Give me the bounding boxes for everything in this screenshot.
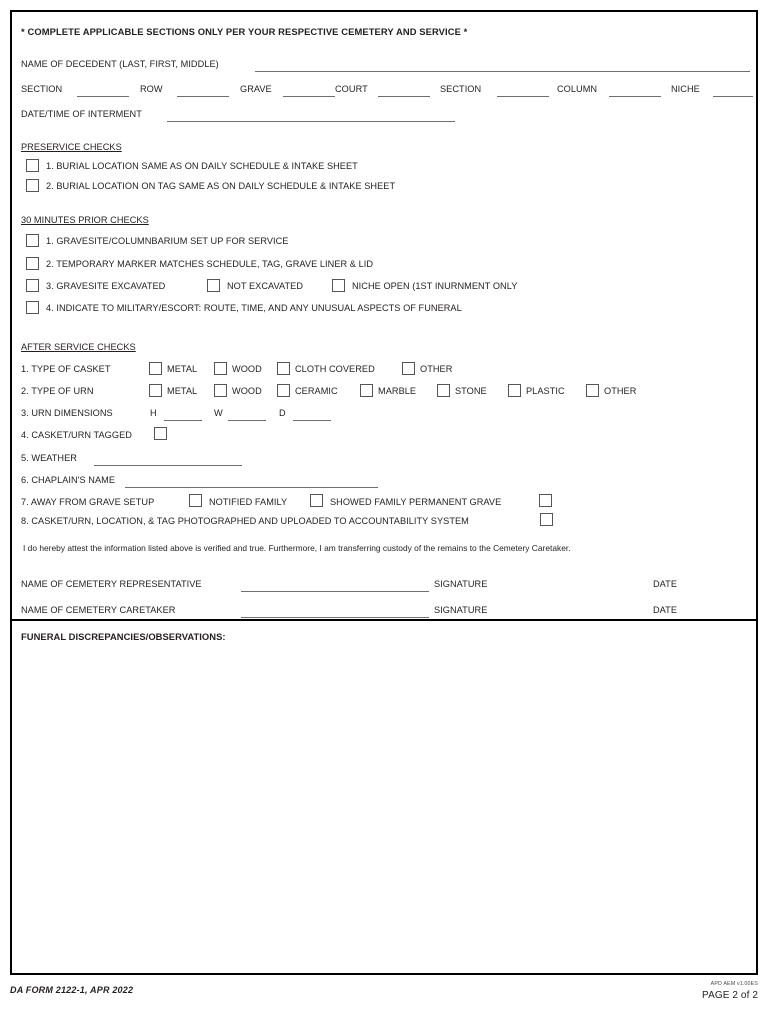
urn-label-metal: METAL — [167, 386, 198, 396]
urn-checkbox-other[interactable] — [586, 384, 599, 397]
location-label-section-1: SECTION — [21, 84, 63, 94]
photographed-uploaded-label: 8. CASKET/URN, LOCATION, & TAG PHOTOGRAPHED AND UPLOADED TO ACCOUNTABILITY SYSTEM — [21, 516, 469, 526]
cemetery-caretaker-name-input[interactable] — [241, 617, 429, 618]
location-label-court: COURT — [335, 84, 368, 94]
chaplain-name-label: 6. CHAPLAIN'S NAME — [21, 475, 116, 485]
thirty-minutes-label-2: 2. TEMPORARY MARKER MATCHES SCHEDULE, TAG, GRAVE LINER & LID — [46, 259, 374, 269]
cemetery-representative-signature-label: SIGNATURE — [434, 579, 488, 589]
urn-label-ceramic: CERAMIC — [295, 386, 338, 396]
away-from-grave-label: 7. AWAY FROM GRAVE SETUP — [21, 497, 155, 507]
urn-checkbox-metal[interactable] — [149, 384, 162, 397]
location-input-row[interactable] — [177, 96, 229, 97]
casket-urn-tagged-label: 4. CASKET/URN TAGGED — [21, 430, 132, 440]
location-label-row: ROW — [140, 84, 163, 94]
thirty-minutes-checkbox-1[interactable] — [26, 234, 39, 247]
location-label-section-2: SECTION — [440, 84, 482, 94]
thirty-minutes-checkbox-4[interactable] — [26, 301, 39, 314]
urn-type-label: 2. TYPE OF URN — [21, 386, 94, 396]
funeral-discrepancies-heading: FUNERAL DISCREPANCIES/OBSERVATIONS: — [21, 631, 226, 642]
location-input-section-2[interactable] — [497, 96, 549, 97]
urn-label-wood: WOOD — [232, 386, 262, 396]
location-label-grave: GRAVE — [240, 84, 272, 94]
cemetery-caretaker-date-label: DATE — [653, 605, 678, 615]
photographed-uploaded-checkbox[interactable] — [540, 513, 553, 526]
funeral-discrepancies-input[interactable] — [21, 649, 750, 967]
cemetery-caretaker-name-label: NAME OF CEMETERY CARETAKER — [21, 605, 176, 615]
urn-checkbox-wood[interactable] — [214, 384, 227, 397]
casket-label-other: OTHER — [420, 364, 453, 374]
decedent-name-label: NAME OF DECEDENT (LAST, FIRST, MIDDLE) — [21, 59, 219, 69]
urn-checkbox-stone[interactable] — [437, 384, 450, 397]
urn-dimensions-h-input[interactable] — [164, 420, 202, 421]
weather-input[interactable] — [94, 465, 242, 466]
cemetery-caretaker-signature-label: SIGNATURE — [434, 605, 488, 615]
casket-label-metal: METAL — [167, 364, 198, 374]
preservice-label-2: 2. BURIAL LOCATION ON TAG SAME AS ON DAILY SCHEDULE & INTAKE SHEET — [46, 181, 396, 191]
thirty-minutes-heading: 30 MINUTES PRIOR CHECKS — [21, 215, 149, 225]
funeral-discrepancies-section — [12, 621, 756, 973]
form-frame — [10, 10, 758, 975]
location-input-niche[interactable] — [713, 96, 753, 97]
casket-checkbox-wood[interactable] — [214, 362, 227, 375]
thirty-minutes-label-niche-open: NICHE OPEN (1ST INURNMENT ONLY — [352, 281, 518, 291]
interment-datetime-label: DATE/TIME OF INTERMENT — [21, 109, 142, 119]
casket-checkbox-metal[interactable] — [149, 362, 162, 375]
location-label-niche: NICHE — [671, 84, 700, 94]
urn-dimensions-w-input[interactable] — [228, 420, 266, 421]
decedent-name-input[interactable] — [255, 71, 750, 72]
notified-family-label: NOTIFIED FAMILY — [209, 497, 288, 507]
urn-dimensions-d-label: D — [279, 408, 286, 418]
urn-checkbox-plastic[interactable] — [508, 384, 521, 397]
attestation-text: I do hereby attest the information listed above is verified and true. Furthermore, I am transferring custody of the remains to the Cemetery Caretaker. — [23, 543, 571, 553]
location-input-court[interactable] — [378, 96, 430, 97]
urn-dimensions-d-input[interactable] — [293, 420, 331, 421]
preservice-checkbox-1[interactable] — [26, 159, 39, 172]
casket-urn-tagged-checkbox[interactable] — [154, 427, 167, 440]
location-input-section-1[interactable] — [77, 96, 129, 97]
cemetery-representative-name-label: NAME OF CEMETERY REPRESENTATIVE — [21, 579, 202, 589]
showed-family-permanent-grave-checkbox[interactable] — [539, 494, 552, 507]
thirty-minutes-checkbox-2[interactable] — [26, 257, 39, 270]
weather-label: 5. WEATHER — [21, 453, 77, 463]
urn-dimensions-w-label: W — [214, 408, 223, 418]
chaplain-name-input[interactable] — [125, 487, 378, 488]
location-label-column: COLUMN — [557, 84, 598, 94]
urn-checkbox-marble[interactable] — [360, 384, 373, 397]
apd-version: APD AEM v1.00ES — [710, 981, 758, 987]
casket-checkbox-other[interactable] — [402, 362, 415, 375]
urn-label-other: OTHER — [604, 386, 637, 396]
preservice-label-1: 1. BURIAL LOCATION SAME AS ON DAILY SCHEDULE & INTAKE SHEET — [46, 161, 358, 171]
showed-family-permanent-grave-label: SHOWED FAMILY PERMANENT GRAVE — [330, 497, 502, 507]
thirty-minutes-label-3: 3. GRAVESITE EXCAVATED — [46, 281, 166, 291]
urn-label-plastic: PLASTIC — [526, 386, 565, 396]
page-title: * COMPLETE APPLICABLE SECTIONS ONLY PER YOUR RESPECTIVE CEMETERY AND SERVICE * — [21, 26, 468, 37]
urn-dimensions-label: 3. URN DIMENSIONS — [21, 408, 113, 418]
thirty-minutes-label-4: 4. INDICATE TO MILITARY/ESCORT: ROUTE, TIME, AND ANY UNUSUAL ASPECTS OF FUNERAL — [46, 303, 462, 313]
away-from-grave-checkbox[interactable] — [189, 494, 202, 507]
casket-label-cloth-covered: CLOTH COVERED — [295, 364, 375, 374]
urn-dimensions-h-label: H — [150, 408, 157, 418]
interment-datetime-input[interactable] — [167, 121, 455, 122]
urn-label-marble: MARBLE — [378, 386, 417, 396]
thirty-minutes-checkbox-niche-open[interactable] — [332, 279, 345, 292]
casket-checkbox-cloth-covered[interactable] — [277, 362, 290, 375]
thirty-minutes-label-1: 1. GRAVESITE/COLUMNBARIUM SET UP FOR SERVICE — [46, 236, 289, 246]
form-identifier: DA FORM 2122-1, APR 2022 — [10, 985, 134, 995]
preservice-checkbox-2[interactable] — [26, 179, 39, 192]
thirty-minutes-label-not-excavated: NOT EXCAVATED — [227, 281, 304, 291]
page-number: PAGE 2 of 2 — [702, 990, 758, 1001]
location-input-grave[interactable] — [283, 96, 335, 97]
preservice-heading: PRESERVICE CHECKS — [21, 142, 122, 152]
cemetery-representative-name-input[interactable] — [241, 591, 429, 592]
thirty-minutes-checkbox-3[interactable] — [26, 279, 39, 292]
form-upper-section — [12, 12, 756, 621]
notified-family-checkbox[interactable] — [310, 494, 323, 507]
urn-label-stone: STONE — [455, 386, 487, 396]
after-service-heading: AFTER SERVICE CHECKS — [21, 342, 136, 352]
location-input-column[interactable] — [609, 96, 661, 97]
casket-type-label: 1. TYPE OF CASKET — [21, 364, 111, 374]
casket-label-wood: WOOD — [232, 364, 262, 374]
cemetery-representative-date-label: DATE — [653, 579, 678, 589]
urn-checkbox-ceramic[interactable] — [277, 384, 290, 397]
thirty-minutes-checkbox-not-excavated[interactable] — [207, 279, 220, 292]
